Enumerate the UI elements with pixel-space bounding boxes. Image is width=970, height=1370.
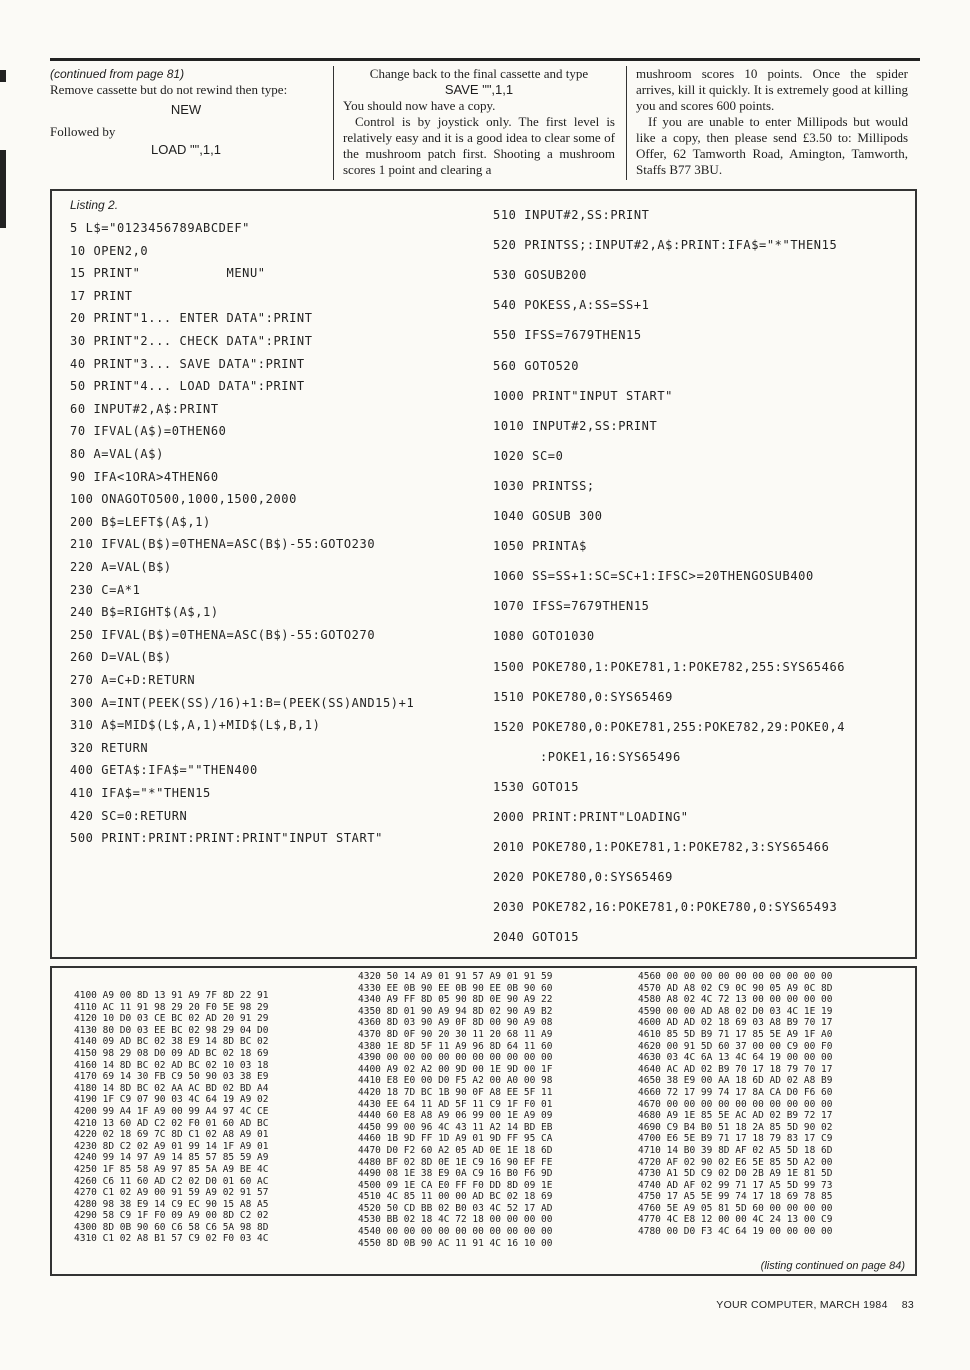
hex-line: 4530 BB 02 18 4C 72 18 00 00 00 00 <box>358 1214 553 1226</box>
hex-line: 4660 72 17 99 74 17 8A CA D0 F6 60 <box>638 1086 833 1098</box>
command-line: LOAD "",1,1 <box>151 142 221 157</box>
code-line: 30 PRINT"2... CHECK DATA":PRINT <box>70 334 313 348</box>
code-line: 210 IFVAL(B$)=0THENA=ASC(B$)-55:GOTO230 <box>70 537 376 552</box>
code-line: 15 PRINT" MENU" <box>70 266 266 281</box>
hex-line: 4350 8D 01 90 A9 94 8D 02 90 A9 B2 <box>358 1005 553 1017</box>
hex-line: 4400 A9 02 A2 00 9D 00 1E 9D 00 1F <box>358 1063 553 1075</box>
hex-line: 4220 02 18 69 7C 8D C1 02 A8 A9 01 <box>74 1129 269 1141</box>
hex-line: 4510 4C 85 11 00 00 AD BC 02 18 69 <box>358 1191 553 1203</box>
hex-line: 4730 A1 5D C9 02 D0 2B A9 1E 81 5D <box>638 1168 833 1180</box>
code-line: 550 IFSS=7679THEN15 <box>493 328 642 343</box>
code-line: 1020 SC=0 <box>493 448 564 463</box>
hex-line: 4470 D0 F2 60 A2 05 AD 0E 1E 18 6D <box>358 1144 553 1156</box>
hex-line: 4550 8D 0B 90 AC 11 91 4C 16 10 00 <box>358 1237 553 1249</box>
code-line: 1500 POKE780,1:POKE781,1:POKE782,255:SYS65466 <box>493 659 846 674</box>
hex-line: 4500 09 1E CA E0 FF F0 DD 8D 09 1E <box>358 1179 553 1191</box>
page-footer <box>716 1299 914 1311</box>
code-line: 260 D=VAL(B$) <box>70 650 172 665</box>
code-line: 520 PRINTSS;:INPUT#2,A$:PRINT:IFA$="*"THEN15 <box>493 238 838 253</box>
hex-line: 4700 E6 5E B9 71 17 18 79 83 17 C9 <box>638 1133 833 1145</box>
hex-line: 4620 00 91 5D 60 37 00 00 C9 00 F0 <box>638 1040 833 1052</box>
hex-column-2 <box>358 971 552 1249</box>
code-line: 1520 POKE780,0:POKE781,255:POKE782,29:POKE0,4 <box>493 719 846 734</box>
article-column-3 <box>636 66 908 178</box>
hex-line: 4410 E8 E0 00 D0 F5 A2 00 A0 00 98 <box>358 1075 553 1087</box>
code-line: 200 B$=LEFT$(A$,1) <box>70 514 211 529</box>
code-line: 500 PRINT:PRINT:PRINT:PRINT"INPUT START" <box>70 831 383 846</box>
hex-line: 4520 50 CD BB 02 B0 03 4C 52 17 AD <box>358 1202 553 1214</box>
hex-line: 4680 A9 1E 85 5E AC AD 02 B9 72 17 <box>638 1110 833 1122</box>
hex-line: 4780 00 D0 F3 4C 64 19 00 00 00 00 <box>638 1226 833 1238</box>
code-line: 310 A$=MID$(L$,A,1)+MID$(L$,B,1) <box>70 718 321 733</box>
hex-line: 4710 14 B0 39 8D AF 02 A5 5D 18 6D <box>638 1144 833 1156</box>
paragraph: Remove cassette but do not rewind then type: <box>50 82 288 97</box>
hex-line: 4200 99 A4 1F A9 00 99 A4 97 4C CE <box>74 1105 269 1117</box>
hex-line: 4440 60 E8 A8 A9 06 99 00 1E A9 09 <box>358 1110 553 1122</box>
code-line: 240 B$=RIGHT$(A$,1) <box>70 605 219 620</box>
code-line: 530 GOSUB200 <box>493 268 587 283</box>
hex-line: 4380 1E 8D 5F 11 A9 96 8D 64 11 60 <box>358 1040 553 1052</box>
paragraph: mushroom scores 10 points. Once the spider arrives, kill it quickly. It is extremely good at killing you and scores 600 points. <box>636 66 908 113</box>
hex-line: 4100 A9 00 8D 13 91 A9 7F 8D 22 91 <box>74 990 269 1001</box>
hex-line: 4240 99 14 97 A9 14 85 57 85 59 A9 <box>74 1152 269 1164</box>
code-line: 560 GOTO520 <box>493 358 580 373</box>
hex-line: 4750 17 A5 5E 99 74 17 18 69 78 85 <box>638 1191 833 1203</box>
code-line: 20 PRINT"1... ENTER DATA":PRINT <box>70 311 313 326</box>
hex-line: 4210 13 60 AD C2 02 F0 01 60 AD BC <box>74 1117 269 1129</box>
hex-line: 4570 AD A8 02 C9 0C 90 05 A9 0C 8D <box>638 982 833 994</box>
hex-line: 4690 C9 B4 B0 51 18 2A 85 5D 90 02 <box>638 1121 833 1133</box>
hex-line: 4190 1F C9 07 90 03 4C 64 19 A9 02 <box>74 1094 269 1106</box>
code-line: 1000 PRINT"INPUT START" <box>493 388 673 403</box>
code-line: 510 INPUT#2,SS:PRINT <box>493 208 650 222</box>
hex-line: 4720 AF 02 90 02 E6 5E 85 5D A2 00 <box>638 1156 833 1168</box>
hex-line: 4630 03 4C 6A 13 4C 64 19 00 00 00 <box>638 1052 833 1064</box>
hex-line: 4760 5E A9 05 81 5D 60 00 00 00 00 <box>638 1202 833 1214</box>
scan-edge-mark <box>0 70 6 82</box>
hex-dump-box <box>50 966 917 1276</box>
listing-title: Listing 2. <box>70 198 119 212</box>
paragraph: If you are unable to enter Millipods but would like a copy, then please send £3.50 to: Millipods Offer, 62 Tamworth Road, Amington, Tamworth, Staffs B77 3BU. <box>636 114 908 177</box>
article-column-1 <box>50 66 322 158</box>
code-line: 17 PRINT <box>70 288 133 303</box>
code-line: 250 IFVAL(B$)=0THENA=ASC(B$)-55:GOTO270 <box>70 627 376 642</box>
hex-line: 4740 AD AF 02 99 71 17 A5 5D 99 73 <box>638 1179 833 1191</box>
code-line: 230 C=A*1 <box>70 582 141 597</box>
hex-column-1 <box>74 990 268 1245</box>
code-line: 2020 POKE780,0:SYS65469 <box>493 870 673 885</box>
code-line: 1530 GOTO15 <box>493 779 580 794</box>
hex-line: 4160 14 8D BC 02 AD BC 02 10 03 18 <box>74 1059 269 1071</box>
code-line: 50 PRINT"4... LOAD DATA":PRINT <box>70 379 305 394</box>
listing-continued-note: (listing continued on page 84) <box>760 1260 905 1272</box>
code-line: 10 OPEN2,0 <box>70 243 149 258</box>
code-line: 70 IFVAL(A$)=0THEN60 <box>70 424 227 439</box>
hex-line: 4230 8D C2 02 A9 01 99 14 1F A9 01 <box>74 1140 269 1152</box>
hex-line: 4610 85 5D B9 71 17 85 5E A9 1F A0 <box>638 1028 833 1040</box>
code-line: 270 A=C+D:RETURN <box>70 673 196 687</box>
column-divider <box>626 66 627 180</box>
hex-line: 4640 AC AD 02 B9 70 17 18 79 70 17 <box>638 1063 833 1075</box>
hex-line: 4140 09 AD BC 02 38 E9 14 8D BC 02 <box>74 1036 269 1048</box>
hex-line: 4110 AC 11 91 98 29 20 F0 5E 98 29 <box>74 1001 269 1013</box>
column-divider <box>333 66 334 180</box>
code-line: 80 A=VAL(A$) <box>70 447 164 461</box>
hex-line: 4420 18 7D BC 1B 90 0F A8 EE 5F 11 <box>358 1086 553 1098</box>
magazine-issue: YOUR COMPUTER, MARCH 1984 <box>716 1299 888 1311</box>
code-line: 1010 INPUT#2,SS:PRINT <box>493 418 658 433</box>
code-line: 410 IFA$="*"THEN15 <box>70 786 211 800</box>
code-line: 2010 POKE780,1:POKE781,1:POKE782,3:SYS65466 <box>493 840 830 855</box>
code-line: 1040 GOSUB 300 <box>493 509 603 523</box>
page-number: 83 <box>901 1299 914 1311</box>
code-line: 400 GETA$:IFA$=""THEN400 <box>70 763 258 778</box>
hex-line: 4490 08 1E 38 E9 0A C9 16 B0 F6 9D <box>358 1168 553 1180</box>
hex-line: 4770 4C E8 12 00 00 4C 24 13 00 C9 <box>638 1214 833 1226</box>
hex-line: 4650 38 E9 00 AA 18 6D AD 02 A8 B9 <box>638 1075 833 1087</box>
hex-line: 4180 14 8D BC 02 AA AC BD 02 BD A4 <box>74 1082 269 1094</box>
code-line: 540 POKESS,A:SS=SS+1 <box>493 298 650 313</box>
command-line: SAVE "",1,1 <box>444 82 514 97</box>
hex-line: 4250 1F 85 58 A9 97 85 5A A9 BE 4C <box>74 1163 269 1175</box>
hex-line: 4480 BF 02 8D 0E 1E C9 16 90 EF FE <box>358 1156 553 1168</box>
code-line: 5 L$="0123456789ABCDEF" <box>70 221 250 235</box>
hex-line: 4600 AD AD 02 18 69 03 A8 B9 70 17 <box>638 1017 833 1029</box>
listing-2-box <box>50 189 917 959</box>
hex-line: 4300 8D 0B 90 60 C6 58 C6 5A 98 8D <box>74 1221 269 1233</box>
hex-line: 4360 8D 03 90 A9 0F 8D 00 90 A9 08 <box>358 1017 553 1029</box>
code-line: 2030 POKE782,16:POKE781,0:POKE780,0:SYS65493 <box>493 900 838 915</box>
hex-line: 4580 A8 02 4C 72 13 00 00 00 00 00 <box>638 994 833 1006</box>
hex-line: 4320 50 14 A9 01 91 57 A9 01 91 59 <box>358 971 553 982</box>
code-line: 1060 SS=SS+1:SC=SC+1:IFSC>=20THENGOSUB400 <box>493 569 814 584</box>
hex-line: 4390 00 00 00 00 00 00 00 00 00 00 <box>358 1052 553 1064</box>
hex-line: 4340 A9 FF 8D 05 90 8D 0E 90 A9 22 <box>358 994 553 1006</box>
code-line: 220 A=VAL(B$) <box>70 560 172 574</box>
code-line: 1030 PRINTSS; <box>493 478 595 493</box>
hex-line: 4270 C1 02 A9 00 91 59 A9 02 91 57 <box>74 1187 269 1199</box>
code-line: 1510 POKE780,0:SYS65469 <box>493 689 673 704</box>
hex-line: 4430 EE 64 11 AD 5F 11 C9 1F F0 01 <box>358 1098 553 1110</box>
code-line: :POKE1,16:SYS65496 <box>493 749 681 764</box>
code-line: 100 ONAGOTO500,1000,1500,2000 <box>70 492 297 507</box>
code-line: 90 IFA<1ORA>4THEN60 <box>70 469 219 484</box>
paragraph: Followed by <box>50 124 116 139</box>
code-line: 300 A=INT(PEEK(SS)/16)+1:B=(PEEK(SS)AND15)+1 <box>70 695 415 710</box>
paragraph: Change back to the final cassette and type <box>369 66 589 81</box>
hex-line: 4670 00 00 00 00 00 00 00 00 00 00 <box>638 1098 833 1110</box>
hex-line: 4370 8D 0F 90 20 30 11 20 68 11 A9 <box>358 1028 553 1040</box>
code-line: 1080 GOTO1030 <box>493 629 595 644</box>
hex-line: 4170 69 14 30 FB C9 50 90 03 38 E9 <box>74 1071 269 1083</box>
code-line: 320 RETURN <box>70 740 149 755</box>
hex-line: 4290 58 C9 1F F0 09 A9 00 8D C2 02 <box>74 1210 269 1222</box>
top-rule <box>50 58 920 61</box>
command-line: NEW <box>170 102 202 117</box>
hex-line: 4310 C1 02 A8 B1 57 C9 02 F0 03 4C <box>74 1233 269 1245</box>
code-line: 60 INPUT#2,A$:PRINT <box>70 401 219 416</box>
hex-line: 4260 C6 11 60 AD C2 02 D0 01 60 AC <box>74 1175 269 1187</box>
code-line: 2000 PRINT:PRINT"LOADING" <box>493 810 689 824</box>
article-column-2 <box>343 66 615 178</box>
code-line: 420 SC=0:RETURN <box>70 808 188 823</box>
code-line: 1050 PRINTA$ <box>493 539 587 554</box>
code-line: 40 PRINT"3... SAVE DATA":PRINT <box>70 356 305 371</box>
hex-line: 4590 00 00 AD A8 02 D0 03 4C 1E 19 <box>638 1005 833 1017</box>
hex-line: 4130 80 D0 03 EE BC 02 98 29 04 D0 <box>74 1024 269 1036</box>
paragraph: Control is by joystick only. The first level is relatively easy and it is a good idea to clear some of the mushroom patch first. Shooting a mushroom scores 1 point and clearing a <box>343 114 615 177</box>
hex-line: 4460 1B 9D FF 1D A9 01 9D FF 95 CA <box>358 1133 553 1145</box>
hex-line: 4120 10 D0 03 CE BC 02 AD 20 91 29 <box>74 1013 269 1025</box>
scan-edge-mark <box>0 150 6 228</box>
code-line: 2040 GOTO15 <box>493 930 580 945</box>
hex-line: 4540 00 00 00 00 00 00 00 00 00 00 <box>358 1226 553 1238</box>
continued-from-note: (continued from page 81) <box>50 67 185 81</box>
hex-line: 4330 EE 0B 90 EE 0B 90 EE 0B 90 60 <box>358 982 553 994</box>
hex-column-3 <box>638 971 832 1238</box>
hex-line: 4280 98 38 E9 14 C9 EC 90 15 A8 A5 <box>74 1198 269 1210</box>
hex-line: 4450 99 00 96 4C 43 11 A2 14 BD EB <box>358 1121 553 1133</box>
hex-line: 4150 98 29 08 D0 09 AD BC 02 18 69 <box>74 1047 269 1059</box>
code-line: 1070 IFSS=7679THEN15 <box>493 599 650 614</box>
paragraph: You should now have a copy. <box>343 98 496 113</box>
hex-line: 4560 00 00 00 00 00 00 00 00 00 00 <box>638 971 833 982</box>
